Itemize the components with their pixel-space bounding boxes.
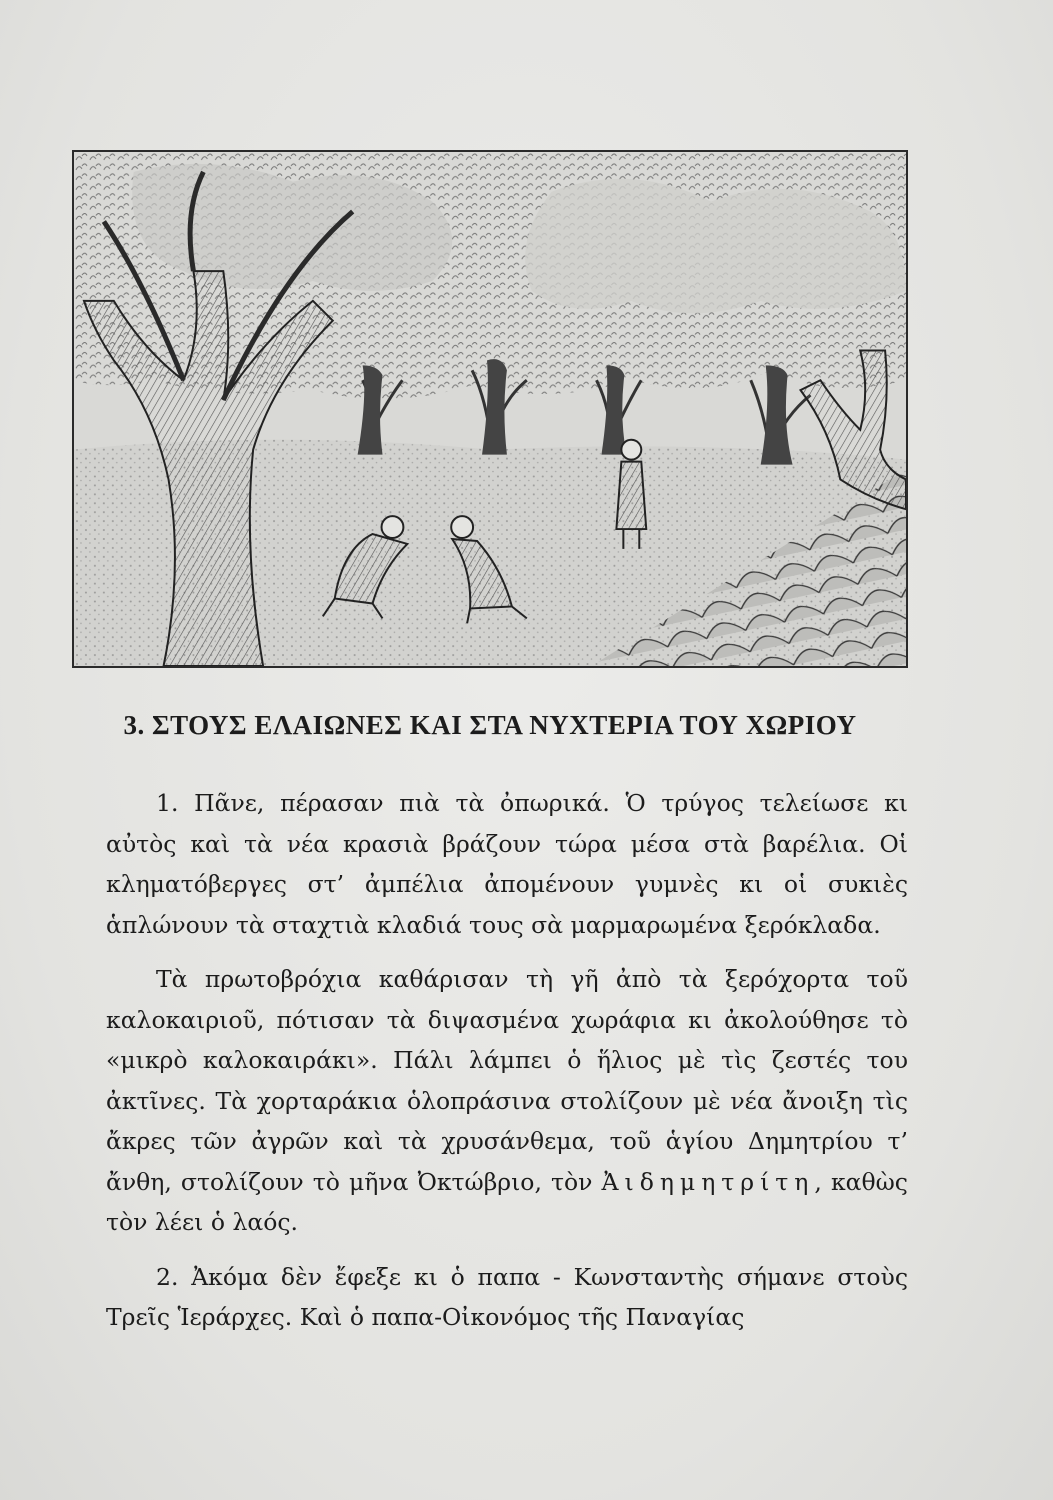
paragraph-3: 2. Ἀκόμα δὲν ἔφεξε κι ὁ παπα - Κωνσταντὴς σήμανε στοὺς Τρεῖς Ἱεράρχες. Καὶ ὁ παπα-Οἰκονόμος τῆς Παναγίας <box>106 1262 908 1331</box>
chapter-title: 3. ΣΤΟΥΣ ΕΛΑΙΩΝΕΣ ΚΑΙ ΣΤΑ ΝΥΧΤΕΡΙΑ ΤΟΥ ΧΩΡΙΟΥ <box>123 710 857 740</box>
paragraph-2-text: Τὰ πρωτοβρόχια καθάρισαν τὴ γῆ ἀπὸ τὰ ξερόχορτα τοῦ καλοκαιριοῦ, πότισαν τὰ διψασμένα χωράφια κι ἀκολούθησε τὸ «μικρὸ καλοκαιράκι». Πάλι λάμπει ὁ ἥλιος μὲ τὶς ζεστές του ἀκτῖνες. Τὰ χορταράκια ὁλοπράσινα στολίζουν μὲ νέα ἄνοιξη τὶς ἄκρες τῶν ἀγρῶν καὶ τὰ χρυσάνθεμα, τοῦ ἁγίου Δημητρίου τ’ ἄνθη, στολίζουν τὸ μῆνα Ὀκτώβριο, τὸν <box>106 965 908 1196</box>
olive-grove-engraving <box>72 150 908 668</box>
body-text <box>106 783 908 1352</box>
paragraph-2-end: , καθὼς τὸν λέει ὁ λαός. <box>106 1167 908 1236</box>
olive-grove-illustration-icon <box>74 152 906 666</box>
paragraph-1: 1. Πᾶνε, πέρασαν πιὰ τὰ ὀπωρικά. Ὁ τρύγος τελείωσε κι αὐτὸς καὶ τὰ νέα κρασιὰ βράζουν τώρα μέσα στὰ βαρέλια. Οἱ κληματόβεργες στ’ ἀμπέλια ἀπομένουν γυμνὲς κι οἱ συκιὲς ἁπλώνουν τὰ σταχτιὰ κλαδιά τους σὰ μαρμαρωμένα ξερόκλαδα. <box>106 789 908 939</box>
paragraph-2 <box>106 959 908 1243</box>
emphasized-word: Ἀιδημητρίτη <box>601 1167 815 1196</box>
